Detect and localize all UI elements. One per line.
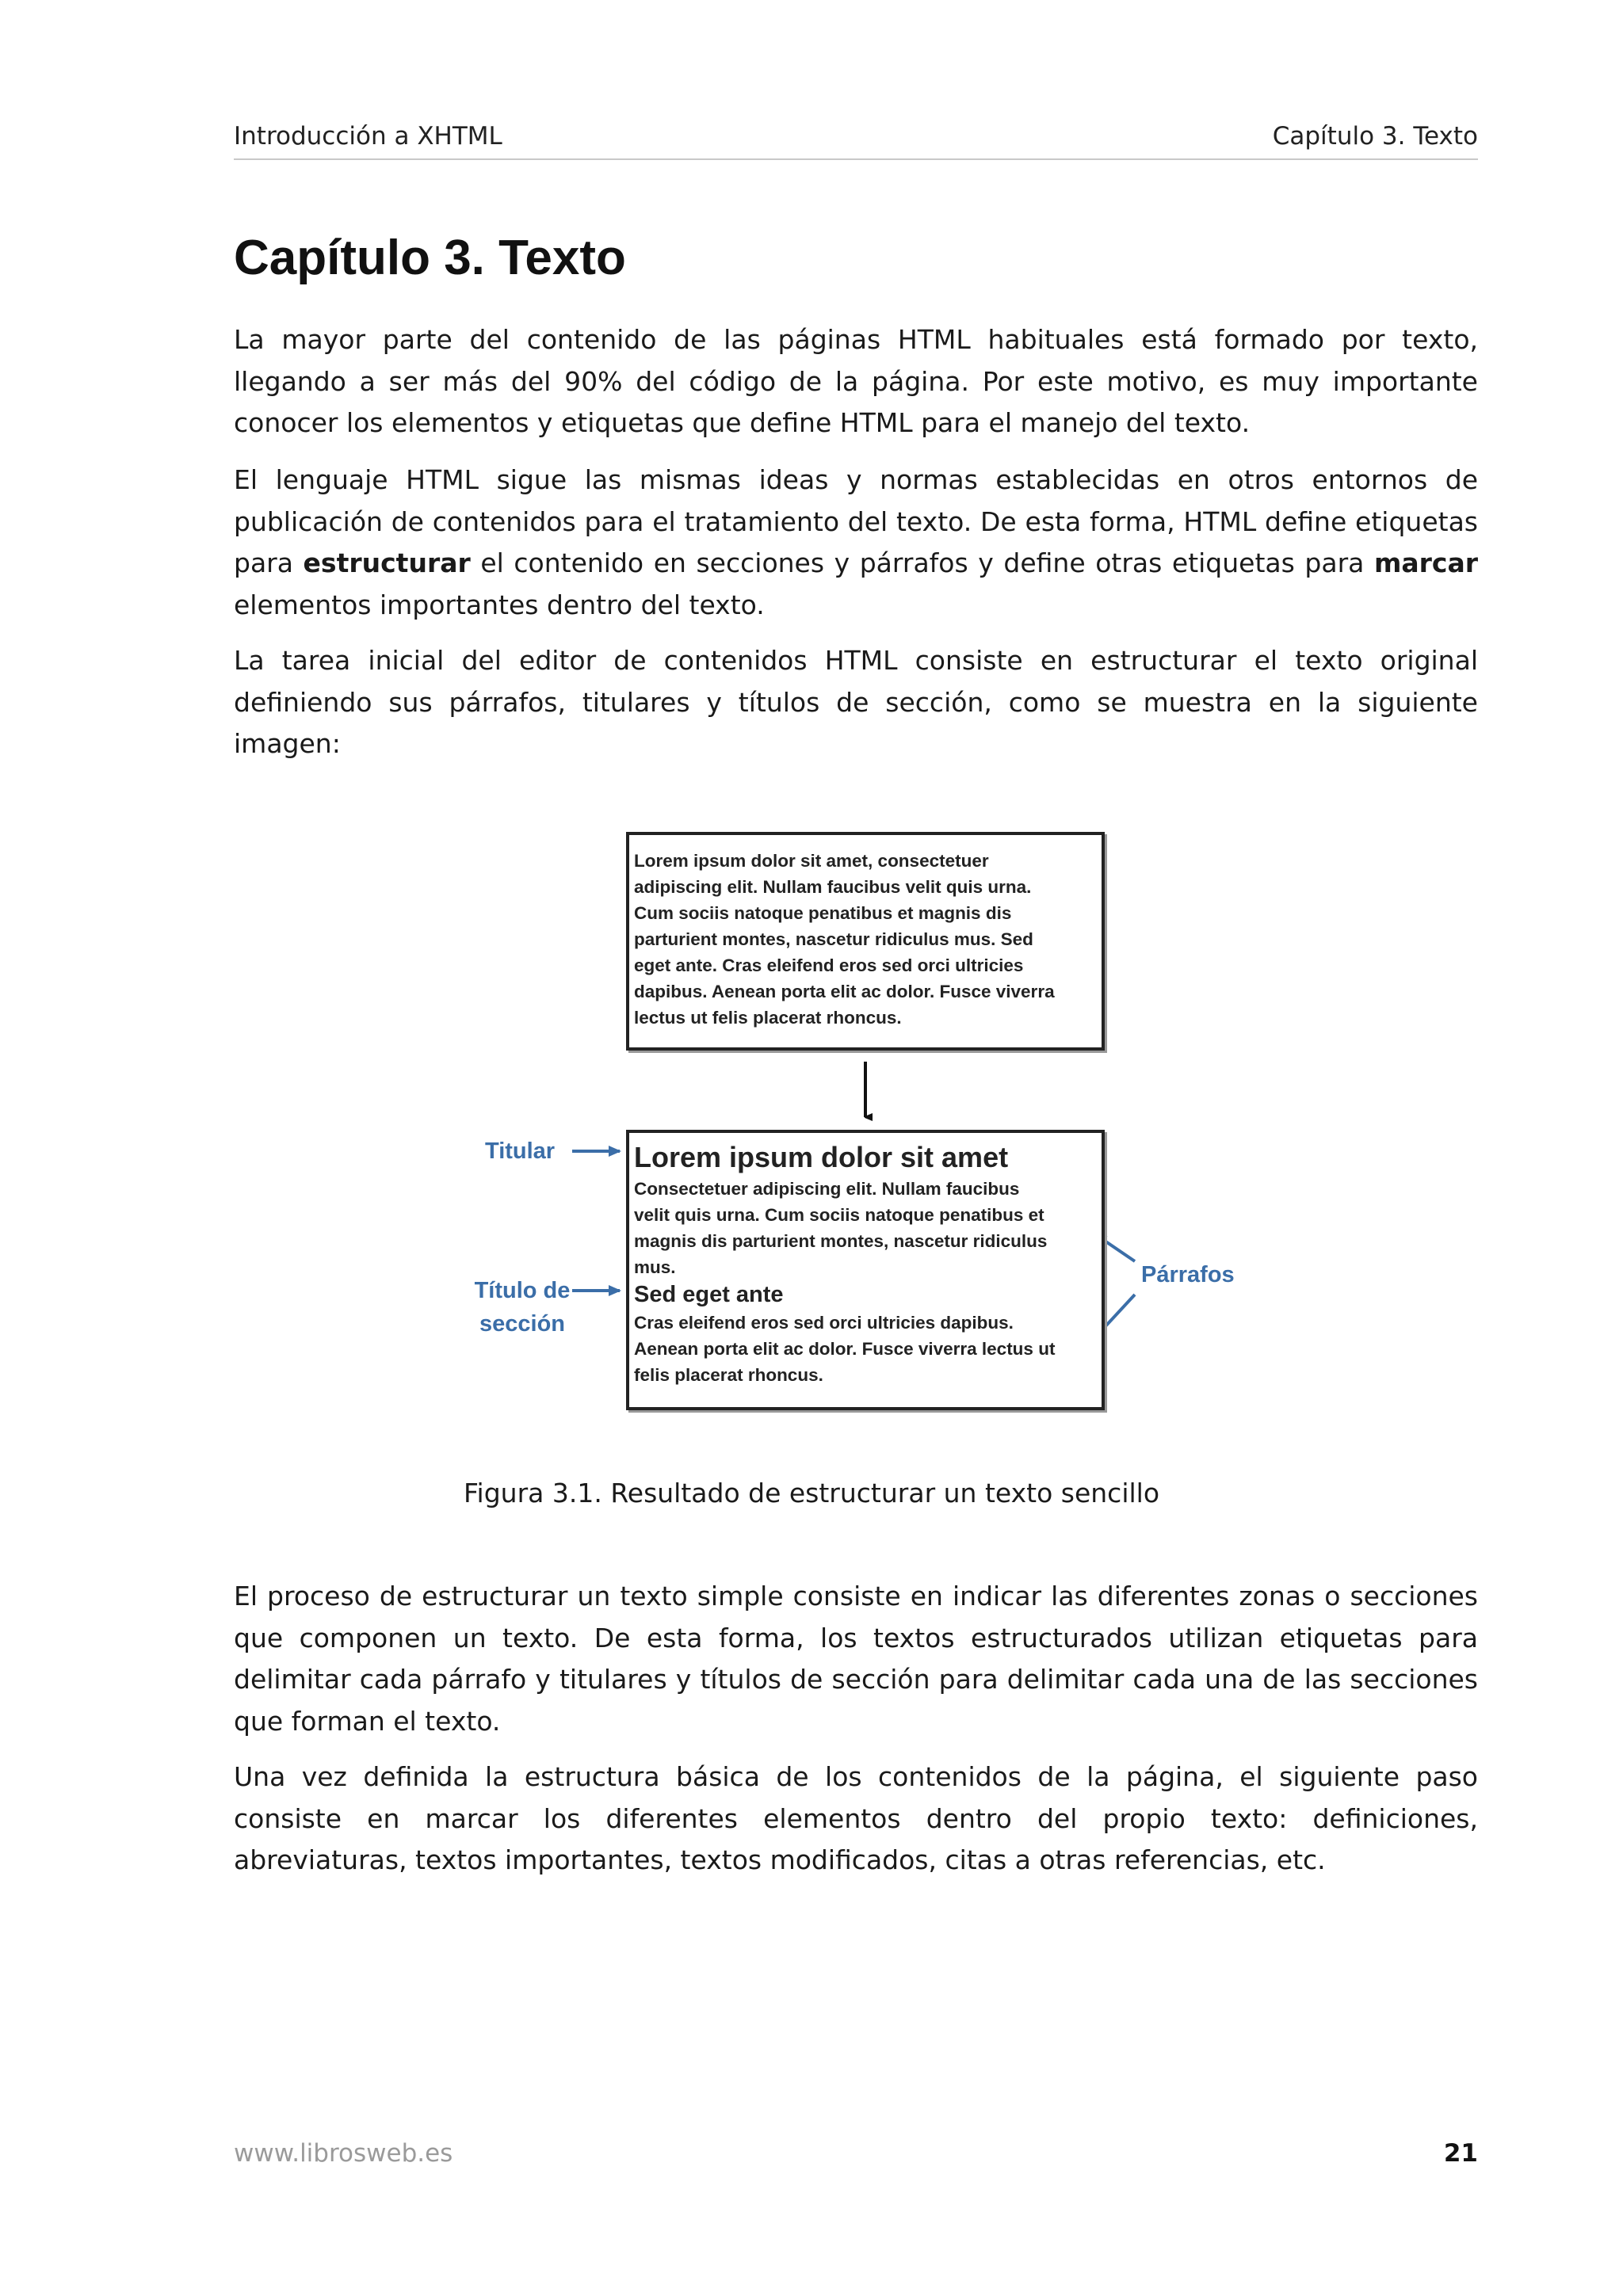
label-titulo-line: Título de [474, 1278, 571, 1303]
label-titulo-seccion [463, 1274, 582, 1341]
paragraph-editor-task: La tarea inicial del editor de contenidos HTML consiste en estructurar el texto original definiendo sus párrafos, titulares y títulos de sección, como se muestra en la siguiente imagen: [234, 645, 1478, 759]
paragraph-text: elementos importantes dentro del texto. [234, 589, 765, 620]
figure-heading: Lorem ipsum dolor sit amet [634, 1141, 1009, 1173]
header-chapter-title: Capítulo 3. Texto [1272, 122, 1478, 151]
figure-text-line: magnis dis parturient montes, nascetur ridiculus [634, 1231, 1048, 1251]
figure-text-line: lectus ut felis placerat rhoncus. [634, 1008, 902, 1028]
figure-unstructured-box [626, 832, 1105, 1051]
figure-structure-diagram [444, 824, 1284, 1426]
figure-text-line: adipiscing elit. Nullam faucibus velit quis urna. [634, 877, 1032, 897]
figure-text-line: dapibus. Aenean porta elit ac dolor. Fusce viverra [634, 982, 1055, 1001]
footer-url: www.librosweb.es [234, 2139, 453, 2168]
paragraph-marking: Una vez definida la estructura básica de los contenidos de la página, el siguiente paso consiste en marcar los diferentes elementos dentro del propio texto: definiciones, abreviaturas, textos importantes, textos modificados, citas a otras referencias, etc. [234, 1761, 1478, 1875]
paragraph-intro: La mayor parte del contenido de las páginas HTML habituales está formado por texto, llegando a ser más del 90% del código de la página. Por este motivo, es muy importante conocer los elementos y etiquetas que define HTML para el manejo del texto. [234, 324, 1478, 438]
figure-text-line: Cum sociis natoque penatibus et magnis dis [634, 903, 1012, 923]
figure-text-line: velit quis urna. Cum sociis natoque penatibus et [634, 1205, 1044, 1225]
paragraph-text: el contenido en secciones y párrafos y define otras etiquetas para [470, 547, 1374, 578]
figure-text-line: Lorem ipsum dolor sit amet, consectetuer [634, 851, 989, 871]
paragraph-structuring-process: El proceso de estructurar un texto simple consiste en indicar las diferentes zonas o secciones que componen un texto. De esta forma, los textos estructurados utilizan etiquetas para delimitar cada párrafo y titulares y títulos de sección para delimitar cada una de las secciones que forman el texto. [234, 1581, 1478, 1737]
chapter-title: Capítulo 3. Texto [234, 231, 626, 285]
header-book-title: Introducción a XHTML [234, 122, 502, 151]
figure-caption: Figura 3.1. Resultado de estructurar un texto sencillo [463, 1478, 1160, 1508]
paragraph-text: El lenguaje HTML sigue las mismas ideas y normas establecidas en otros entornos de publicación de contenidos para el tratamiento del texto. De esta forma, HTML define etiquetas para [234, 464, 1478, 578]
label-titular: Titular [485, 1138, 556, 1164]
figure-text-line: felis placerat rhoncus. [634, 1365, 823, 1385]
figure-text-line: Consectetuer adipiscing elit. Nullam faucibus [634, 1179, 1020, 1199]
page-number: 21 [1443, 2139, 1478, 2168]
bold-term-estructurar: estructurar [303, 547, 471, 578]
figure-text-line: Aenean porta elit ac dolor. Fusce viverra lectus ut [634, 1339, 1056, 1359]
page-footer [234, 2139, 1478, 2179]
figure-text-line: eget ante. Cras eleifend eros sed orci ultricies [634, 955, 1024, 975]
bold-term-marcar: marcar [1373, 547, 1478, 578]
figure-subheading: Sed eget ante [634, 1282, 784, 1307]
figure-structured-box [626, 1130, 1105, 1410]
label-parrafos: Párrafos [1141, 1262, 1235, 1287]
figure-text-line: mus. [634, 1257, 676, 1277]
label-titulo-line: sección [479, 1311, 565, 1337]
page-header [234, 119, 1478, 160]
paragraph-structure [234, 460, 1478, 626]
figure-text-line: parturient montes, nascetur ridiculus mus. Sed [634, 929, 1033, 949]
figure-text-line: Cras eleifend eros sed orci ultricies dapibus. [634, 1313, 1014, 1333]
